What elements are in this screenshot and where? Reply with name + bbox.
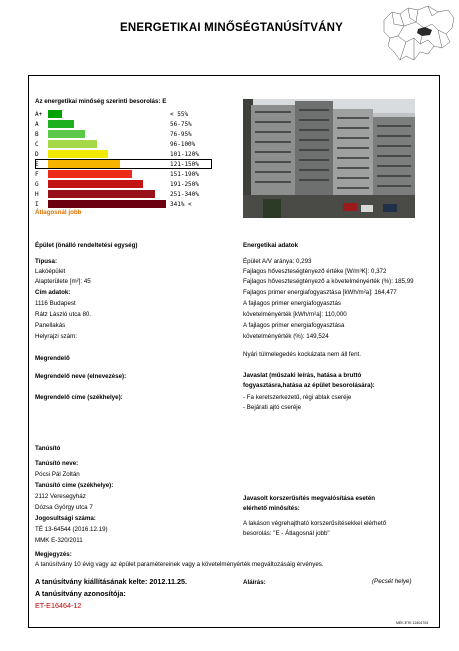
rating-letter: E (35, 161, 39, 168)
rating-highlight-box (35, 159, 212, 169)
proposal-heading-line2: fogyasztásra,hatása az épület besorolására): (243, 382, 375, 389)
certifier-license2: MMK E-320/2011 (35, 537, 83, 544)
energy-summer: Nyári túlmelegedés kockázata nem áll fent. (243, 351, 361, 358)
certifier-license-label: Jogosultsági száma: (35, 515, 96, 522)
rating-note: Átlagosnál jobb (35, 209, 82, 216)
upgrade-text-line2: besorolás: "E - Átlagosnál jobb" (243, 530, 330, 537)
rating-letter: G (35, 181, 39, 188)
stamp-placeholder: (Pecsét helye) (372, 578, 412, 585)
rating-letter: C (35, 141, 39, 148)
energy-av-ratio: Épület A/V aránya: 0,293 (243, 258, 312, 265)
building-lot: Helyrajzi szám: (35, 333, 77, 340)
document-title: ENERGETIKAI MINŐSÉGTANÚSÍTVÁNY (120, 22, 344, 34)
certifier-name-label: Tanúsító neve: (35, 460, 79, 467)
rating-range: 76-95% (170, 131, 192, 138)
energy-pct-line1: A fajlagos primer energiafogyasztása (243, 322, 345, 329)
proposal-item: - Bejárati ajtó cseréje (243, 404, 302, 411)
rating-range: 191-250% (170, 181, 199, 188)
building-area: Alapterülete [m²]: 45 (35, 278, 91, 285)
footnote: MÉK-ETK 12404703 (396, 621, 429, 625)
rating-bar (48, 170, 132, 178)
europe-map-icon (380, 2, 456, 66)
remark-label: Megjegyzés: (35, 551, 72, 558)
rating-bar (48, 200, 166, 208)
energy-req-line1: A fajlagos primer energiafogyasztás (243, 300, 342, 307)
certificate-id-label: A tanúsítvány azonosítója: (35, 589, 126, 598)
upgrade-text-line1: A lakáson végrehajtható korszerűsítésekkel elérhető (243, 520, 387, 527)
energy-req-line2: követelményérték [kWh/m²a]: 110,000 (243, 311, 347, 318)
rating-letter: H (35, 191, 39, 198)
signature-label: Aláírás: (243, 579, 266, 586)
proposal-item: - Fa keretszerkezetű, régi ablak cseréje (243, 394, 352, 401)
rating-letter: A+ (35, 111, 43, 118)
rating-range: 251-340% (170, 191, 199, 198)
issue-date: A tanúsítvány kiállításának kelte: 2012.11.25. (35, 577, 187, 586)
certifier-heading: Tanúsító (35, 445, 61, 452)
upgrade-heading-line1: Javasolt korszerűsítés megvalósítása esetén (243, 495, 376, 502)
client-address-label: Megrendelő címe (székhelye): (35, 394, 123, 401)
rating-bar (48, 180, 143, 188)
building-heading: Épület (önálló rendeltetési egység) (35, 242, 138, 249)
rating-bar (48, 130, 85, 138)
hungary-highlight (417, 27, 432, 36)
rating-range: 101-120% (170, 151, 199, 158)
rating-letter: A (35, 121, 39, 128)
rating-letter: D (35, 151, 39, 158)
rating-letter: I (35, 201, 39, 208)
rating-heading: Az energetikai minőség szerinti besorolás: E (35, 98, 167, 105)
certificate-id-value: ET-E16464-12 (35, 601, 82, 610)
building-photo (243, 99, 415, 218)
rating-range: 341% < (170, 201, 192, 208)
rating-range: 151-190% (170, 171, 199, 178)
energy-pct-line2: követelményérték (%): 149,524 (243, 333, 329, 340)
energy-heat-ratio: Fajlagos hőveszteségtényező a követelményérték (%): 185,99 (243, 278, 414, 285)
rating-letter: F (35, 171, 39, 178)
building-city: 1116 Budapest (35, 300, 76, 307)
energy-heading: Energetikai adatok (243, 242, 299, 249)
certifier-address1: 2112 Veresegyház (35, 493, 86, 500)
upgrade-heading-line2: elérhető minősítés: (243, 505, 300, 512)
remark-text: A tanúsítvány 10 évig vagy az épület paramétereinek vagy a követelményérték megváltozásáig érvényes. (35, 561, 324, 568)
building-construction: Panellakás (35, 322, 66, 329)
rating-range: 96-100% (170, 141, 196, 148)
rating-range: 56-75% (170, 121, 192, 128)
client-heading: Megrendelő (35, 355, 70, 362)
rating-bar (48, 140, 97, 148)
rating-range: < 55% (170, 111, 189, 118)
proposal-heading-line1: Javaslat (műszaki leírás, hatása a bruttó (243, 372, 362, 379)
energy-heat-coeff: Fajlagos hőveszteségtényező értéke [W/m³K]: 0,372 (243, 268, 387, 275)
certificate-header (0, 0, 459, 72)
rating-bar (48, 190, 155, 198)
certifier-address2: Dózsa György utca 7 (35, 504, 93, 511)
rating-bar (48, 120, 74, 128)
rating-bar (48, 150, 108, 158)
rating-range: 121-150% (170, 161, 199, 168)
certifier-address-label: Tanúsító címe (székhelye): (35, 482, 114, 489)
rating-bar (48, 110, 62, 118)
building-type-label: Típusa: (35, 258, 58, 265)
certifier-name: Pócsi Pál Zoltán (35, 471, 80, 478)
building-type-value: Lakóépület (35, 268, 66, 275)
client-name-label: Megrendelő neve (elnevezése): (35, 373, 127, 380)
rating-letter: B (35, 131, 39, 138)
building-address-label: Cím adatok: (35, 289, 71, 296)
energy-primary: Fajlagos primer energiafogyasztása [kWh/m²a]: 164,477 (243, 289, 397, 296)
building-street: Rátz László utca 80. (35, 311, 92, 318)
certifier-license1: TÉ 13-64544 (2016.12.19) (35, 526, 108, 533)
